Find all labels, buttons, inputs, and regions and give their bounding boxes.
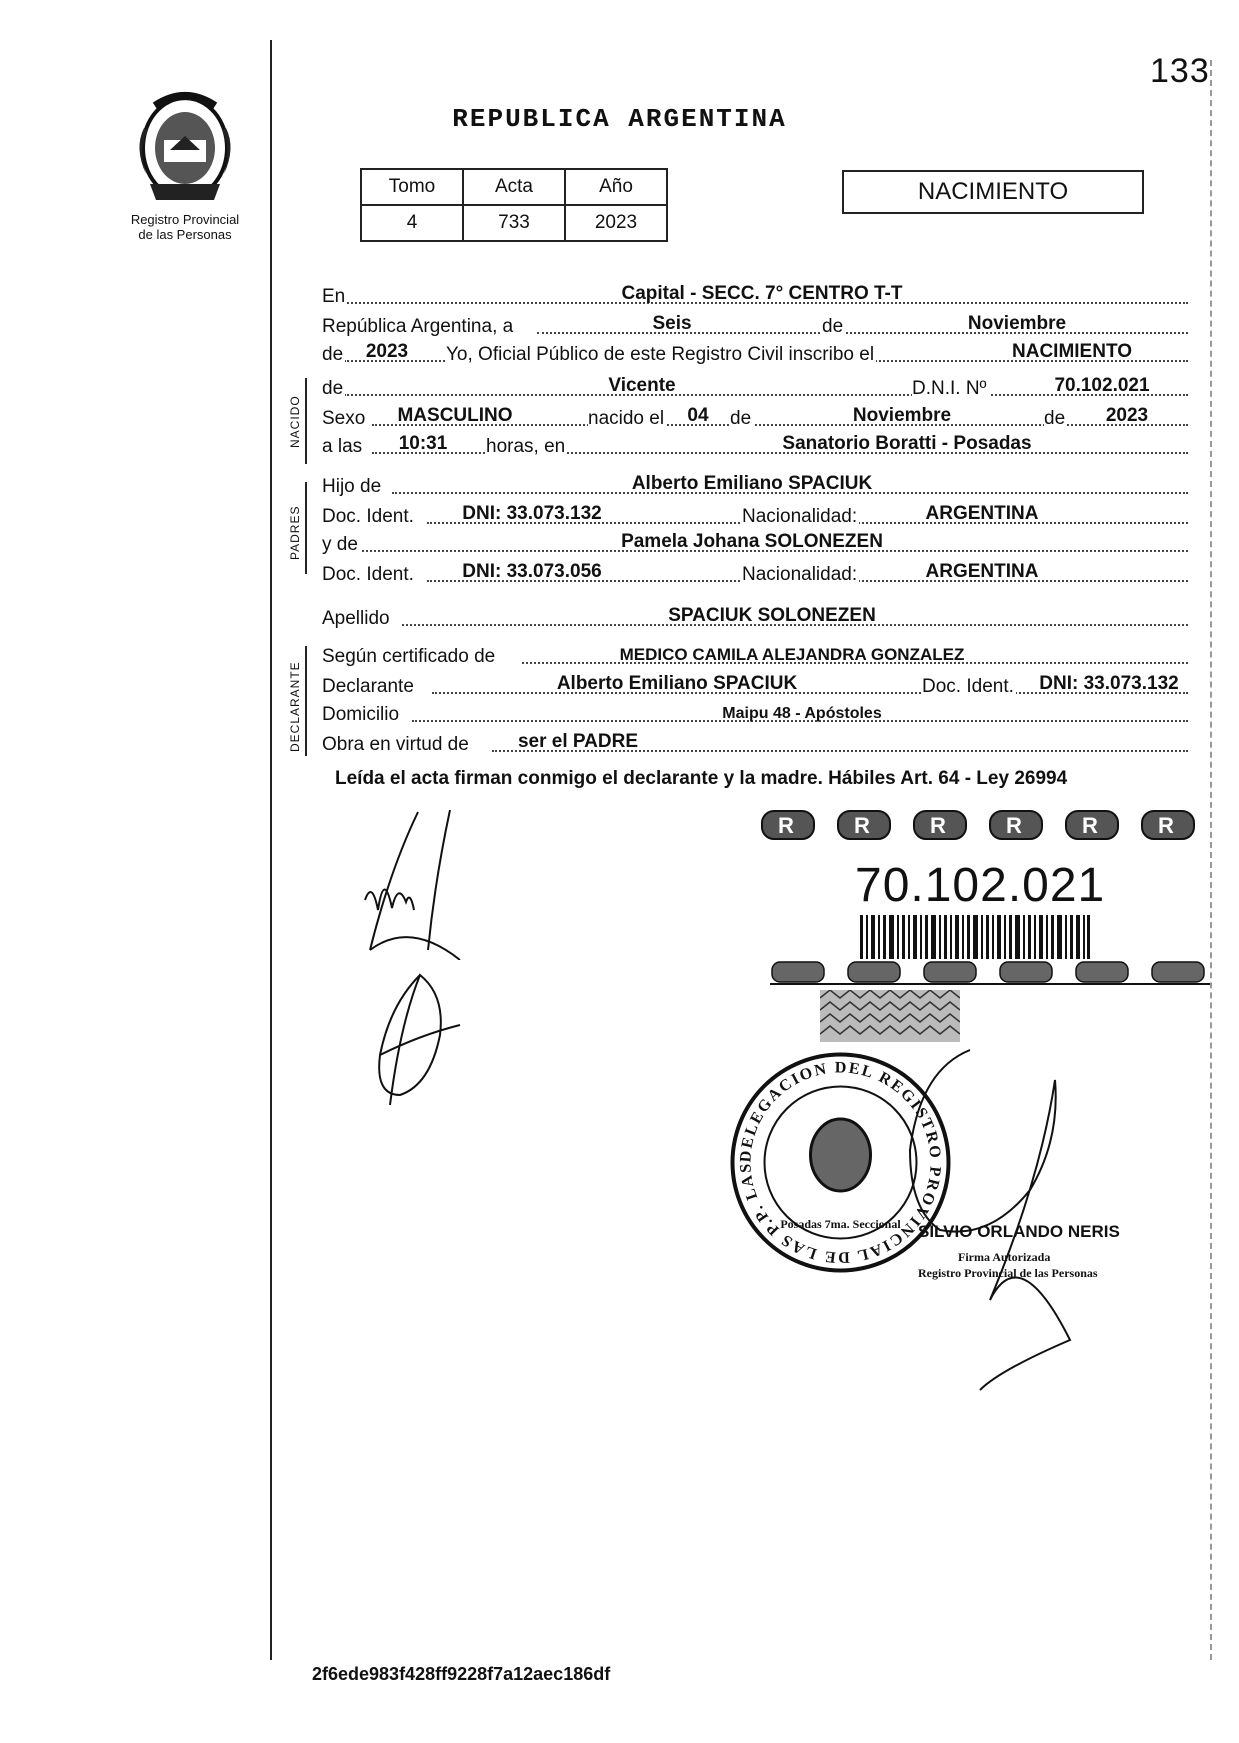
label-republica: República Argentina, a <box>322 316 514 337</box>
value-month: Noviembre <box>967 313 1067 334</box>
field-row-mother-doc <box>322 560 1188 586</box>
field-row-obra <box>322 730 1188 756</box>
value-obra: ser el PADRE <box>517 731 639 752</box>
value-certificado: MEDICO CAMILA ALEJANDRA GONZALEZ <box>619 645 965 664</box>
document-title: REPUBLICA ARGENTINA <box>452 104 787 134</box>
label-a-las: a las <box>322 436 363 457</box>
field-row-hora <box>322 432 1188 458</box>
value-birth-month: Noviembre <box>852 405 952 426</box>
security-r-strip-bottom <box>770 958 1210 986</box>
value-en: Capital - SECC. 7° CENTRO T-T <box>621 283 903 304</box>
seal-text: DELEGACION DEL REGISTRO PROVINCIAL DE LAS P.P. LAS <box>737 1059 944 1266</box>
label-apellido: Apellido <box>322 608 390 629</box>
svg-text:R: R <box>854 813 870 838</box>
side-label-nacido: NACIDO <box>288 395 302 448</box>
signature-declarante <box>350 810 470 960</box>
field-row-sexo <box>322 404 1188 430</box>
side-bar-nacido <box>305 378 307 464</box>
field-row-date <box>322 312 1188 338</box>
label-declarante: Declarante <box>322 676 414 697</box>
logo-caption <box>105 212 265 242</box>
svg-text:R: R <box>1082 813 1098 838</box>
value-domicilio: Maipu 48 - Apóstoles <box>722 705 882 722</box>
registry-value-row <box>361 205 667 241</box>
registry-value-tomo: 4 <box>361 205 463 241</box>
field-row-apellido <box>322 604 1188 630</box>
logo-caption-line1: Registro Provincial <box>130 212 240 227</box>
value-birth-day: 04 <box>687 405 709 426</box>
value-mother-doc: DNI: 33.073.056 <box>462 561 602 582</box>
value-declarante: Alberto Emiliano SPACIUK <box>556 673 798 694</box>
act-type-box: NACIMIENTO <box>842 170 1144 214</box>
label-certificado: Según certificado de <box>322 646 496 667</box>
label-nacido-de: de <box>322 378 344 399</box>
value-hour: 10:31 <box>398 433 448 454</box>
label-horas-en: horas, en <box>486 436 566 457</box>
label-de: de <box>822 316 844 337</box>
logo-caption-line2: de las Personas <box>138 227 232 242</box>
label-dni: D.N.I. Nº <box>912 378 987 399</box>
registry-table <box>360 168 668 242</box>
closing-note: Leída el acta firman conmigo el declarante y la madre. Hábiles Art. 64 - Ley 26994 <box>335 768 1068 789</box>
registry-value-acta: 733 <box>463 205 565 241</box>
label-en: En <box>322 286 346 307</box>
seal-inner-text: Posadas 7ma. Seccional <box>780 1217 901 1231</box>
registry-header-acta: Acta <box>463 169 565 205</box>
registry-header-anio: Año <box>565 169 667 205</box>
label-y-de: y de <box>322 534 358 555</box>
value-mother-nat: ARGENTINA <box>925 561 1039 582</box>
barcode <box>860 915 1090 959</box>
svg-text:R: R <box>1158 813 1174 838</box>
label-obra: Obra en virtud de <box>322 734 469 755</box>
label-nacionalidad: Nacionalidad: <box>742 506 858 527</box>
security-r-strip-top <box>760 805 1200 845</box>
value-father: Alberto Emiliano SPACIUK <box>631 473 873 494</box>
value-father-nat: ARGENTINA <box>925 503 1039 524</box>
label-de3: de <box>730 408 752 429</box>
label-nacido-el: nacido el <box>588 408 665 429</box>
signature-madre <box>360 965 470 1115</box>
value-place: Sanatorio Boratti - Posadas <box>782 433 1032 454</box>
svg-text:R: R <box>930 813 946 838</box>
field-row-year <box>322 340 1188 366</box>
signer-role: Firma Autorizada <box>958 1250 1051 1264</box>
value-apellido: SPACIUK SOLONEZEN <box>668 605 876 626</box>
page-number: 133 <box>1150 52 1210 90</box>
field-row-father <box>322 472 1188 498</box>
field-row-declarante <box>322 672 1188 698</box>
value-year: 2023 <box>365 341 409 362</box>
label-domicilio: Domicilio <box>322 704 400 725</box>
signer-org: Registro Provincial de las Personas <box>918 1266 1098 1280</box>
value-name: Vicente <box>608 375 676 396</box>
document-hash: 2f6ede983f428ff9228f7a12aec186df <box>312 1664 611 1684</box>
side-bar-declarante <box>305 646 307 756</box>
registry-value-anio: 2023 <box>565 205 667 241</box>
right-edge-line <box>1210 60 1212 1660</box>
registry-header-tomo: Tomo <box>361 169 463 205</box>
registry-header-row <box>361 169 667 205</box>
signature-official <box>880 1040 1130 1400</box>
label-de2: de <box>322 344 344 365</box>
signer-name: SILVIO ORLANDO NERIS <box>918 1222 1120 1241</box>
field-row-domicilio <box>322 700 1188 726</box>
margin-line <box>270 40 272 1660</box>
field-row-name <box>322 374 1188 400</box>
value-day: Seis <box>652 313 692 334</box>
label-decl-doc: Doc. Ident. <box>922 676 1014 697</box>
field-row-en <box>322 282 1188 308</box>
hologram-pattern <box>820 990 960 1042</box>
value-decl-doc: DNI: 33.073.132 <box>1039 673 1179 694</box>
stamp-number: 70.102.021 <box>855 859 1106 912</box>
value-father-doc: DNI: 33.073.132 <box>462 503 602 524</box>
label-doc-ident-mother: Doc. Ident. <box>322 564 414 585</box>
side-bar-padres <box>305 482 307 574</box>
value-mother: Pamela Johana SOLONEZEN <box>621 531 883 552</box>
label-sexo: Sexo <box>322 408 366 429</box>
label-de4: de <box>1044 408 1066 429</box>
label-nacionalidad-mother: Nacionalidad: <box>742 564 858 585</box>
field-row-mother <box>322 530 1188 556</box>
field-row-father-doc <box>322 502 1188 528</box>
svg-text:R: R <box>778 813 794 838</box>
side-label-padres: PADRES <box>288 505 302 560</box>
label-yo: Yo, Oficial Público de este Registro Civil inscribo el <box>446 344 875 365</box>
label-hijo-de: Hijo de <box>322 476 382 497</box>
label-doc-ident: Doc. Ident. <box>322 506 414 527</box>
value-sexo: MASCULINO <box>397 405 513 426</box>
value-act: NACIMIENTO <box>1012 341 1132 362</box>
side-label-declarante: DECLARANTE <box>288 661 302 752</box>
value-dni: 70.102.021 <box>1054 375 1150 396</box>
svg-text:R: R <box>1006 813 1022 838</box>
field-row-certificado <box>322 642 1188 668</box>
value-birth-year: 2023 <box>1105 405 1149 426</box>
